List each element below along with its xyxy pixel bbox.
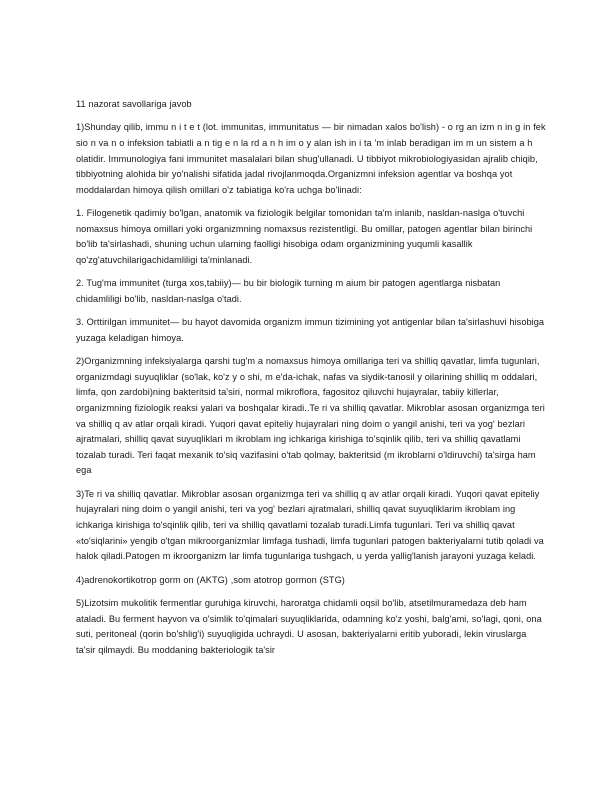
document-body [76, 97, 546, 666]
paragraph: 2)Organizmning infeksiyalarga qarshi tug'm a nomaxsus himoya omillariga teri va shilliq qavatlar, limfa tugunlari, organizmdagi suyuqliklar (so'lak, ko'z y o shi, m e'da-ichak, nafas va siydik-tanosil y oilarining shilliq m oddalari, limfa, qon zardobi)ning bakteritsid ta'siri, normal mikroflora, fagositoz qiluvchi hujayralar, tabiiy killerlar, organizmning fiziologik reaksi yalari va boshqalar kiradi..Te ri va shilliq qavatlar. Mikroblar asosan organizmga teri va shilliq q av atlar orqali kiradi. Yuqori qavat epiteliy hujayralari ning doim o yangil anishi, teri va yog' bezlari ajratmalari, shilliq qavat suyuqliklari m ikroblam ing ichkariga kirishiga to'sqinlik qilib, teri va shilliq qavatlami tozalab turadi. Teri faqat mexanik to'siq vazifasini o'tab qolmay, bakteritsid (m ikroblarni o'ldiruvchi) ta'sirga ham ega [76, 356, 545, 476]
paragraph: 5)Lizotsim mukolitik fermentlar guruhiga kiruvchi, haroratga chidamli oqsil bo'lib, atsetilmuramedaza deb ham ataladi. Bu ferment hayvon va o'simlik to'qimalari suyuqliklarida, odamning ko'z yoshi, balg'ami, so'lagi, qoni, ona suti, peritoneal (qorin bo'shlig'i) suyuqligida uchraydi. U asosan, bakteriyalarni eritib yuboradi, lekin viruslarga ta'sir qilmaydi. Bu moddaning bakteriologik ta'sir [76, 598, 542, 655]
paragraph: 3. Orttirilgan immunitet— bu hayot davomida organizm immun tizimining yot antigenlar bilan ta'sirlashuvi hisobiga yuzaga keladigan himoya. [76, 317, 545, 343]
document-title: 11 nazorat savollariga javob [76, 99, 192, 109]
paragraph: 1. Filogenetik qadimiy bo'lgan, anatomik va fiziologik belgilar tomonidan ta'm inlanib, nasldan-naslga o'tuvchi nomaxsus himoya omillari yoki organizmning nomaxsus rezistentligi. Bu omillar, patogen agentlar bilan birinchi bo'lib ta'sirlashadi, shuning uchun ularning faolligi hisobiga odam organizmining yuqumli kasallik qo'zg'atuvchilarigachidamliligi ta'minlanadi. [76, 208, 533, 265]
paragraph: 3)Te ri va shilliq qavatlar. Mikroblar asosan organizmga teri va shilliq q av atlar orqali kiradi. Yuqori qavat epiteliy hujayralari ning doim o yangil anishi, teri va yog' bezlari ajratmalari, shilliq qavat suyuqliklarim ikroblam ing ichkariga kirishiga to'sqinlik qilib, teri va shilliq qavatlami tozalab turadi.Limfa tugunlari. Teri va shilliq qavat «to'siqlarini» yengib o'tgan mikroorganizmlar limfaga tushadi, limfa tugunlari patogen bakteriyalarni tutib qoladi va halok qiladi.Patogen m ikroorganizm lar limfa tugunlariga tushgach, u yerda yallig'lanish jarayoni yuzaga keladi. [76, 488, 544, 562]
paragraph: 4)adrenokortikotrop gorm on (AKTG) ,som atotrop gormon (STG) [76, 574, 345, 585]
paragraph: 1)Shunday qilib, immu n i t e t (lot. immunitas, immunitatus — bir nimadan xalos bo'lish) - o rg an izm n in g in fek sio n va n o infeksion tabiatli a n tig e n la rd a n h im o y alan ish in i ta 'm inlab beradigan im m un sistem a h olatidir. Immunologiya fani immunitet masalalari bilan shug'ullanadi. U tibbiyot mikrobiologiyasidan ajralib chiqib, tibbiyotning alohida bir yo'nalishi sifatida jadal rivojlanmoqda.Organizmni infeksion agentlar va boshqa yot moddalardan himoya qilish omillari o'z tabiatiga ko'ra uchga bo'linadi: [76, 122, 546, 195]
paragraph: 2. Tug'ma immunitet (turga xos,tabiiy)— bu bir biologik turning m aium bir patogen agentlarga nisbatan chidamliligi bo'lib, nasldan-naslga o'tadi. [76, 278, 501, 304]
